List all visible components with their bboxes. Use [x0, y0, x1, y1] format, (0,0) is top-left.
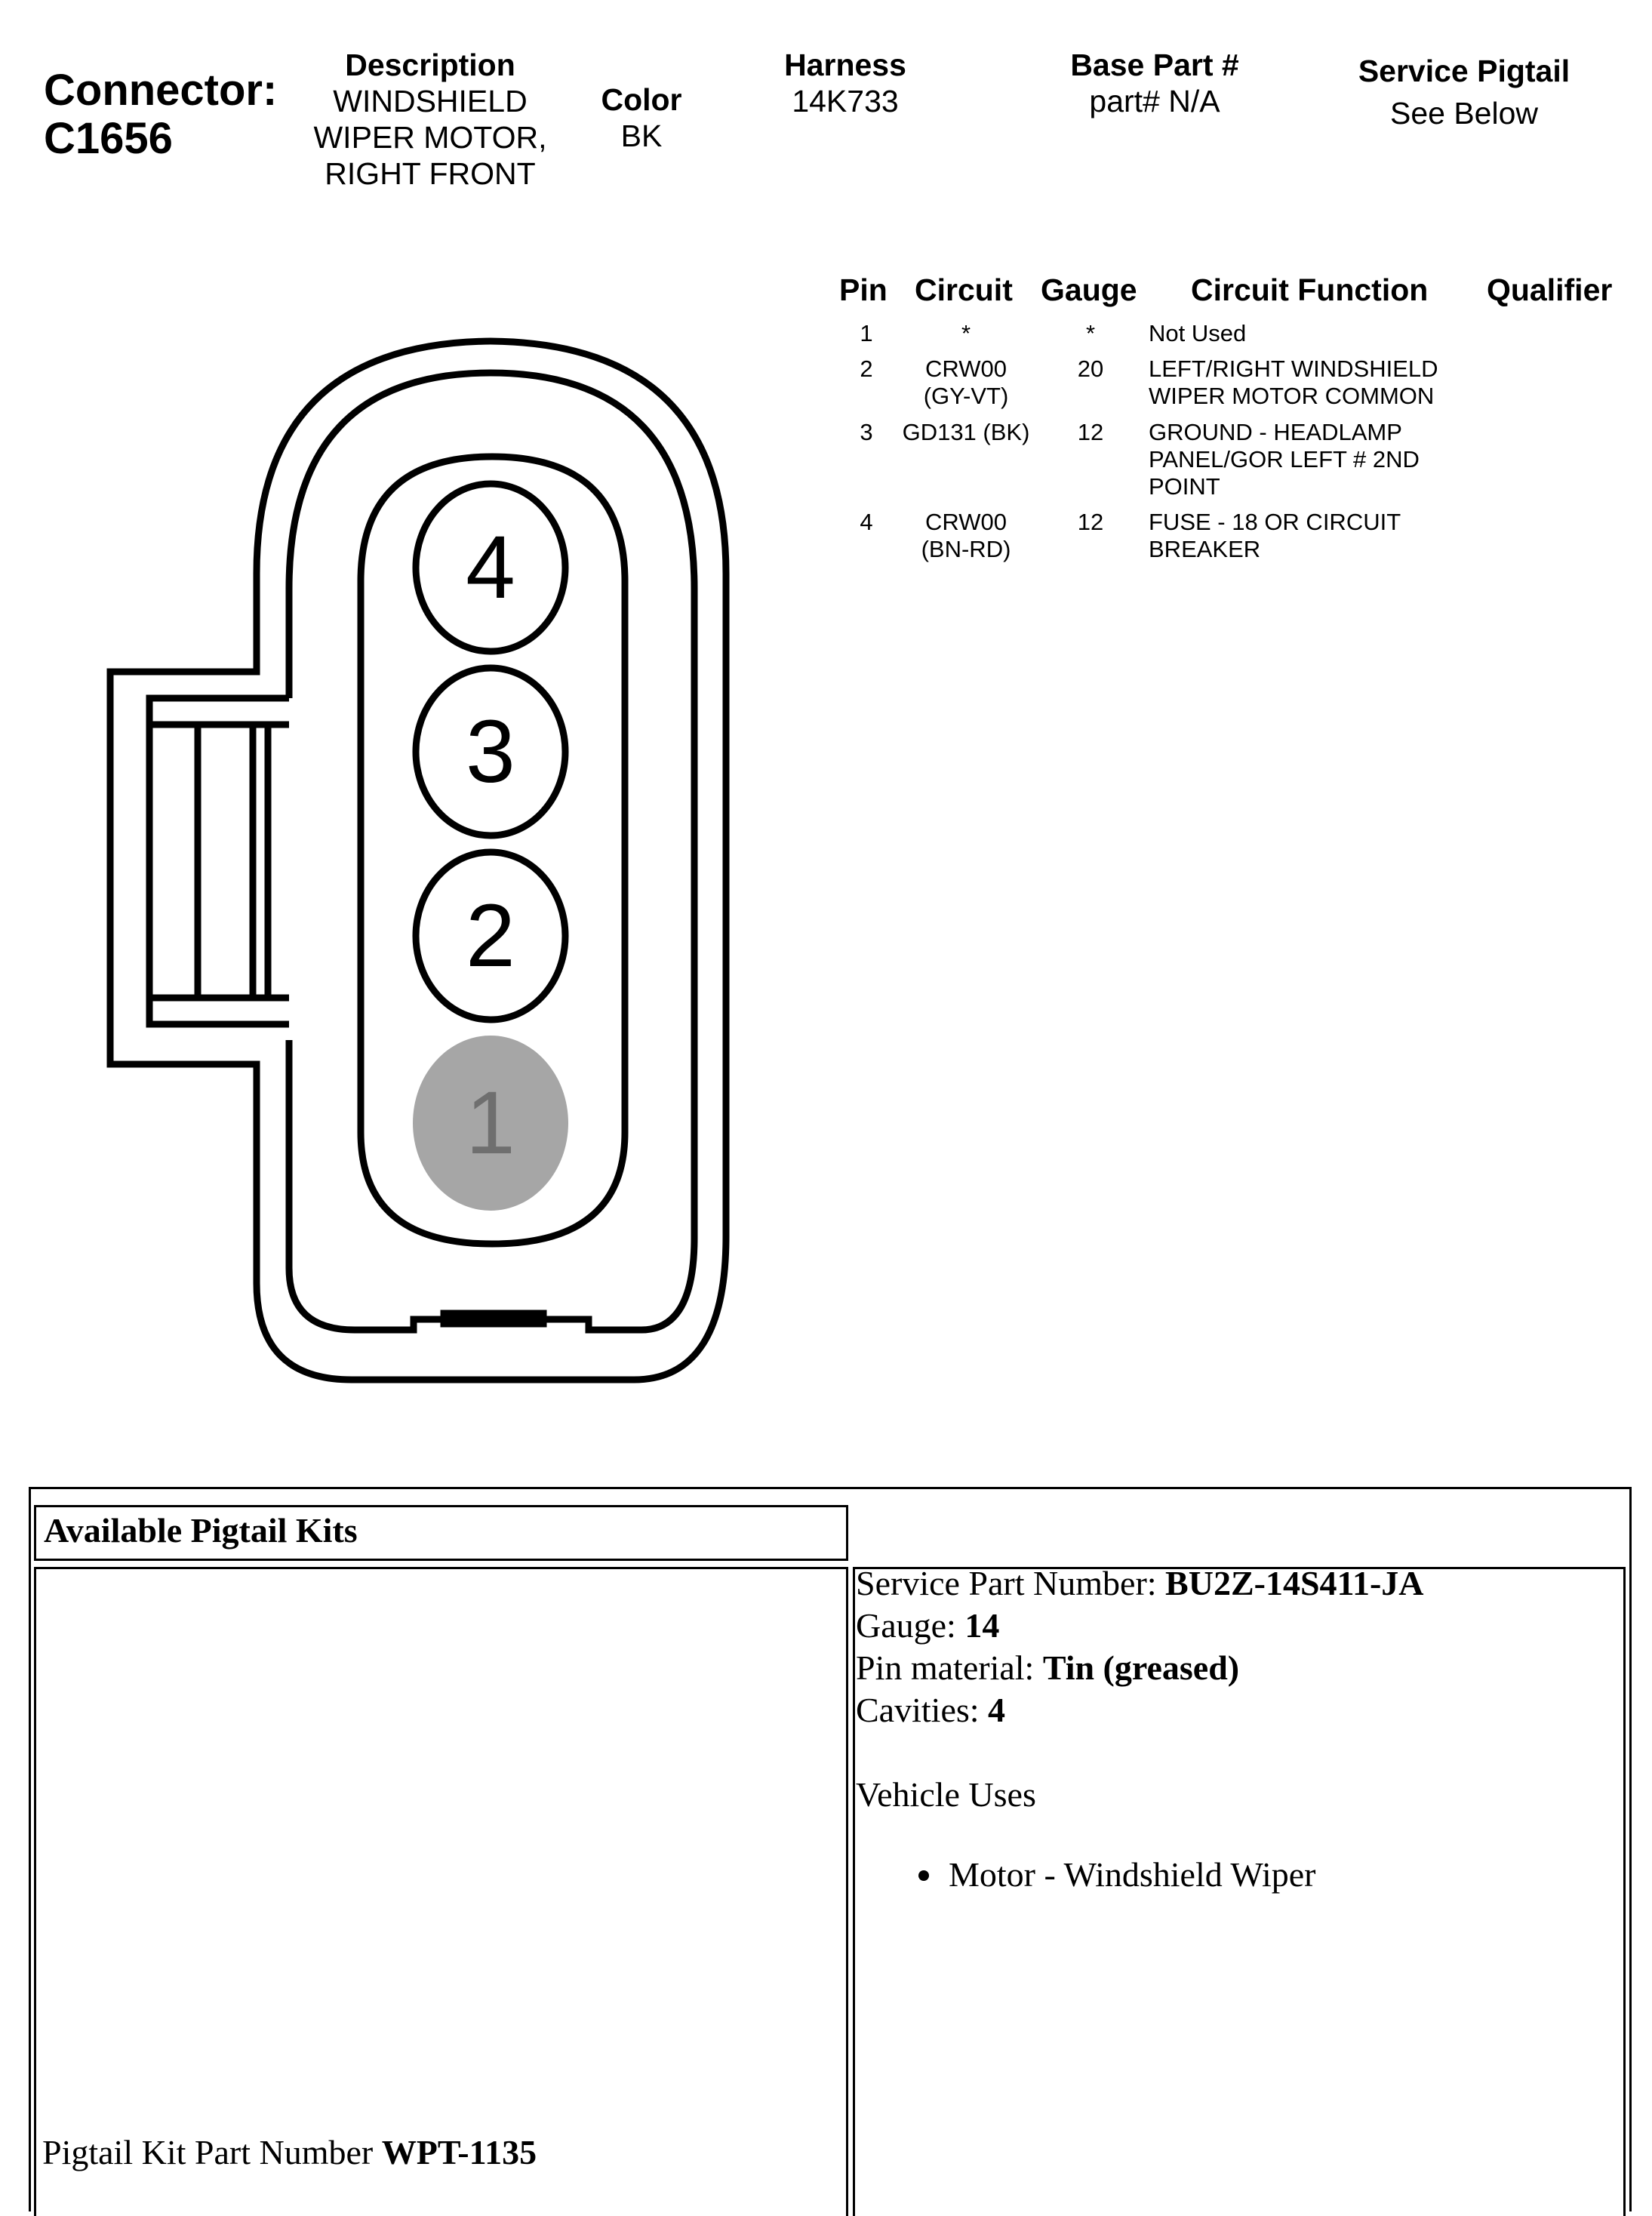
- service-pigtail-label: Service Pigtail: [1358, 54, 1570, 88]
- list-item: Motor - Windshield Wiper: [856, 1854, 1424, 1896]
- connector-label: Connector:: [44, 66, 278, 115]
- circuit-line: CRW00: [925, 355, 1007, 382]
- pin-material-label: Pin material:: [856, 1648, 1035, 1687]
- pin-number: 1: [860, 320, 873, 346]
- color-value: BK: [620, 118, 663, 153]
- cavities-line: [856, 1689, 1424, 1731]
- vehicle-uses-list: [856, 1854, 1424, 1896]
- gauge-line: [856, 1605, 1424, 1647]
- gauge-cell: 20: [1077, 355, 1104, 382]
- kit-part-number: WPT-1135: [381, 2133, 537, 2171]
- cavity-label: 3: [466, 702, 515, 802]
- description-value-line: WIPER MOTOR,: [313, 120, 547, 155]
- base-part-label: Base Part #: [1070, 48, 1239, 82]
- pigtail-details: [856, 1562, 1424, 1896]
- cavity-label: 2: [466, 886, 515, 986]
- pin-material-value: Tin (greased): [1042, 1648, 1240, 1687]
- color-label: Color: [601, 82, 682, 117]
- key-slot: [444, 1313, 543, 1324]
- gauge-cell: 12: [1077, 419, 1104, 445]
- function-line: POINT: [1149, 473, 1220, 500]
- cavity-4: [416, 484, 565, 651]
- pigtail-kit-cell: [34, 1567, 848, 2216]
- cavities-label: Cavities:: [856, 1691, 980, 1729]
- description-value-line: WINDSHIELD: [333, 84, 528, 118]
- cavity-label: 4: [466, 518, 515, 617]
- base-part-value: part# N/A: [1089, 84, 1220, 118]
- pigtail-title: Available Pigtail Kits: [44, 1511, 358, 1550]
- function-line: GROUND - HEADLAMP: [1149, 419, 1402, 445]
- circuit-line: (BN-RD): [921, 536, 1011, 562]
- pin-number: 2: [860, 355, 873, 382]
- gauge-header: Gauge: [1041, 272, 1137, 307]
- pin-header: Pin: [839, 272, 888, 307]
- circuit-line: (GY-VT): [923, 383, 1009, 409]
- harness-value: 14K733: [792, 84, 899, 118]
- qualifier-header: Qualifier: [1487, 272, 1613, 307]
- cavity-3: [416, 668, 565, 836]
- gauge-value: 14: [964, 1606, 1000, 1645]
- pin-material-line: [856, 1647, 1424, 1689]
- gauge-label: Gauge:: [856, 1606, 956, 1645]
- description-label: Description: [345, 48, 515, 82]
- pigtail-kit-part-line: [42, 2131, 537, 2174]
- connector-id: C1656: [44, 114, 173, 163]
- service-pigtail-value: See Below: [1389, 96, 1538, 131]
- harness-label: Harness: [784, 48, 906, 82]
- function-line: PANEL/GOR LEFT # 2ND: [1149, 446, 1420, 472]
- service-part-number: BU2Z-14S411-JA: [1165, 1564, 1424, 1602]
- function-line: WIPER MOTOR COMMON: [1149, 383, 1435, 409]
- circuit-header: Circuit: [915, 272, 1013, 307]
- function-line: BREAKER: [1149, 536, 1261, 562]
- pin-number: 3: [860, 419, 873, 445]
- function-line: Not Used: [1149, 320, 1247, 346]
- cavity-label: 1: [466, 1073, 515, 1173]
- housing-outer-outline: [110, 341, 726, 1380]
- function-line: LEFT/RIGHT WINDSHIELD: [1149, 355, 1438, 382]
- cavity-1: [413, 1036, 568, 1211]
- vehicle-uses-heading: Vehicle Uses: [856, 1775, 1036, 1814]
- service-part-line: [856, 1562, 1424, 1605]
- circuit-line: CRW00: [925, 509, 1007, 535]
- circuit-line: *: [961, 320, 971, 346]
- gauge-cell: 12: [1077, 509, 1104, 535]
- circuit-line: GD131 (BK): [902, 419, 1030, 445]
- gauge-cell: *: [1085, 320, 1096, 346]
- kit-part-label: Pigtail Kit Part Number: [42, 2133, 374, 2171]
- circuit-function-header: Circuit Function: [1191, 272, 1429, 307]
- pin-number: 4: [860, 509, 873, 535]
- cavities-value: 4: [988, 1691, 1006, 1729]
- service-part-label: Service Part Number:: [856, 1564, 1157, 1602]
- cavity-2: [416, 852, 565, 1020]
- description-value-line: RIGHT FRONT: [325, 156, 536, 191]
- function-line: FUSE - 18 OR CIRCUIT: [1149, 509, 1401, 535]
